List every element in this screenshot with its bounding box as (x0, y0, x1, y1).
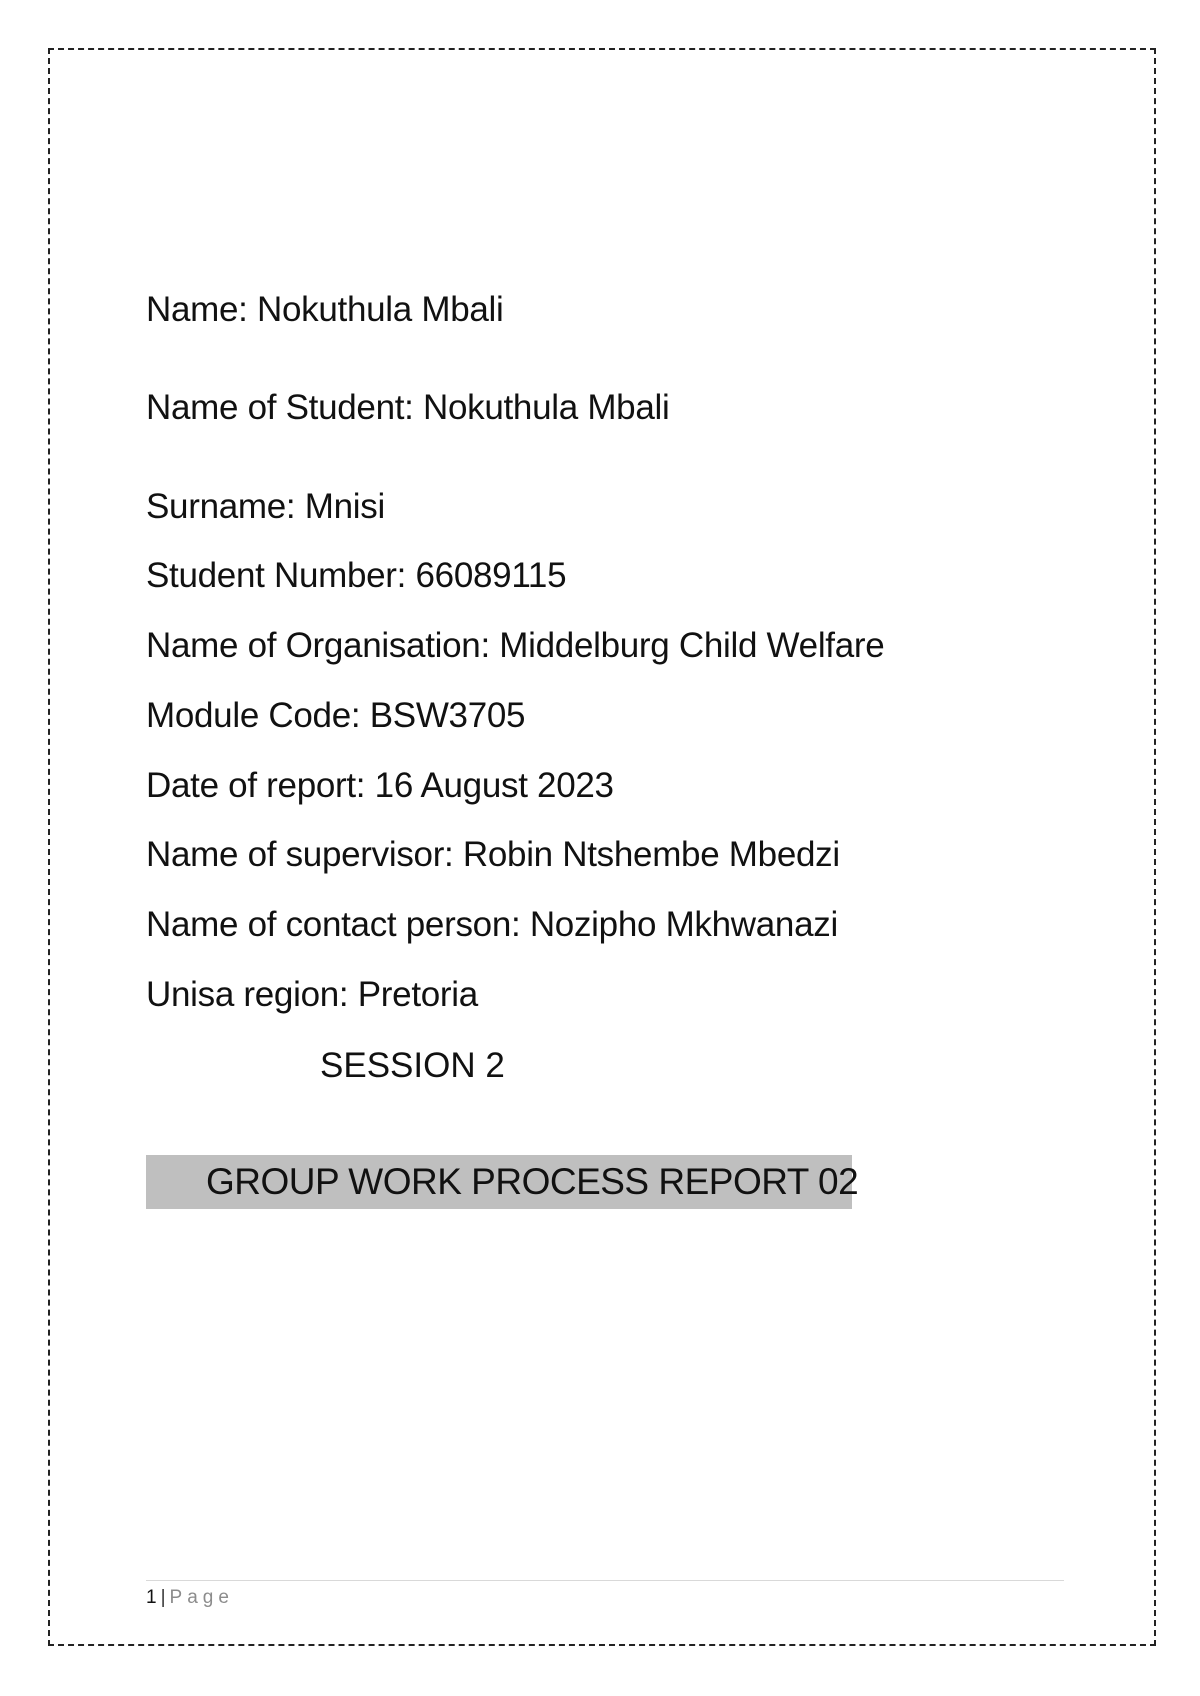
date-of-report-line: Date of report: 16 August 2023 (146, 766, 614, 805)
page-footer (146, 1586, 234, 1610)
surname-line: Surname: Mnisi (146, 487, 385, 526)
name-of-student-line: Name of Student: Nokuthula Mbali (146, 388, 670, 427)
contact-person-line: Name of contact person: Nozipho Mkhwanazi (146, 905, 838, 944)
page-number: 1 (146, 1587, 157, 1608)
footer-separator: | (160, 1587, 166, 1608)
page-label: Page (169, 1587, 234, 1608)
footer-divider (146, 1580, 1064, 1581)
report-title: GROUP WORK PROCESS REPORT 02 (146, 1155, 852, 1209)
unisa-region-line: Unisa region: Pretoria (146, 975, 478, 1014)
student-name-line: Name: Nokuthula Mbali (146, 290, 504, 329)
supervisor-line: Name of supervisor: Robin Ntshembe Mbedzi (146, 835, 840, 874)
student-number-line: Student Number: 66089115 (146, 556, 567, 595)
organisation-line: Name of Organisation: Middelburg Child Welfare (146, 626, 885, 665)
module-code-line: Module Code: BSW3705 (146, 696, 526, 735)
session-label: SESSION 2 (320, 1046, 505, 1085)
